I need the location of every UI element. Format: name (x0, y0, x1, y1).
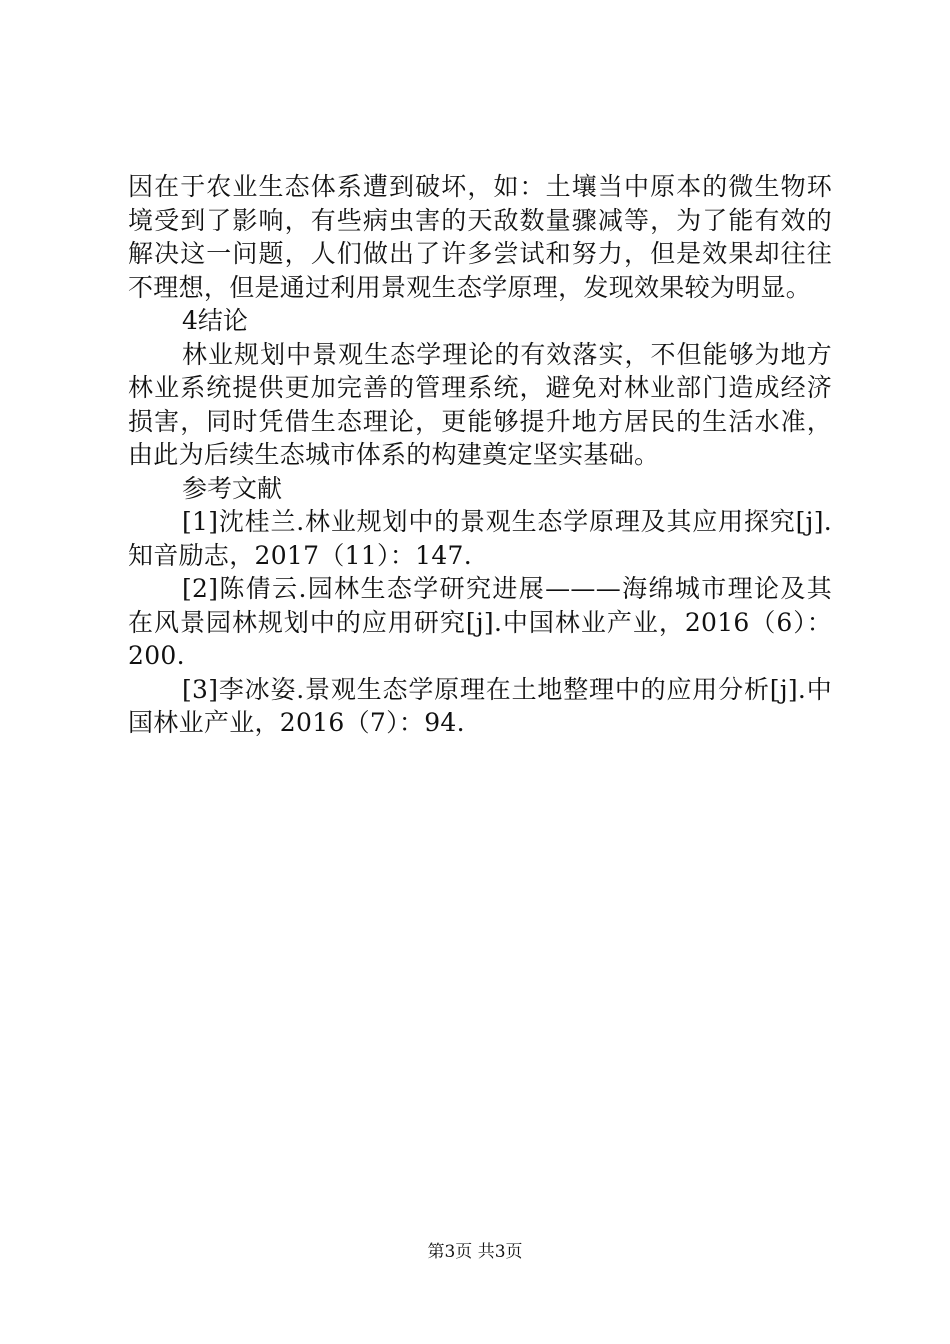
conclusion-paragraph: 林业规划中景观生态学理论的有效落实，不但能够为地方林业系统提供更加完善的管理系统，避免对林业部门造成经济损害，同时凭借生态理论，更能够提升地方居民的生活水准，由此为后续生态城市体系的构建奠定坚实基础。 (128, 339, 832, 469)
section-heading-conclusion: 4结论 (182, 306, 248, 335)
page-footer: 第3页 共3页 (427, 1242, 523, 1262)
document-body (128, 170, 832, 740)
body-paragraph-continued: 因在于农业生态体系遭到破坏，如：土壤当中原本的微生物环境受到了影响，有些病虫害的天敌数量骤减等，为了能有效的解决这一问题，人们做出了许多尝试和努力，但是效果却往往不理想，但是通过利用景观生态学原理，发现效果较为明显。 (128, 172, 832, 302)
reference-item: [3]李冰姿.景观生态学原理在土地整理中的应用分析[j].中国林业产业，2016（7）：94. (128, 674, 832, 737)
reference-item: [2]陈倩云.园林生态学研究进展———海绵城市理论及其在风景园林规划中的应用研究[j].中国林业产业，2016（6）：200. (128, 574, 832, 670)
references-heading: 参考文献 (182, 473, 283, 503)
reference-item: [1]沈桂兰.林业规划中的景观生态学原理及其应用探究[j].知音励志，2017（11）：147. (128, 507, 832, 570)
